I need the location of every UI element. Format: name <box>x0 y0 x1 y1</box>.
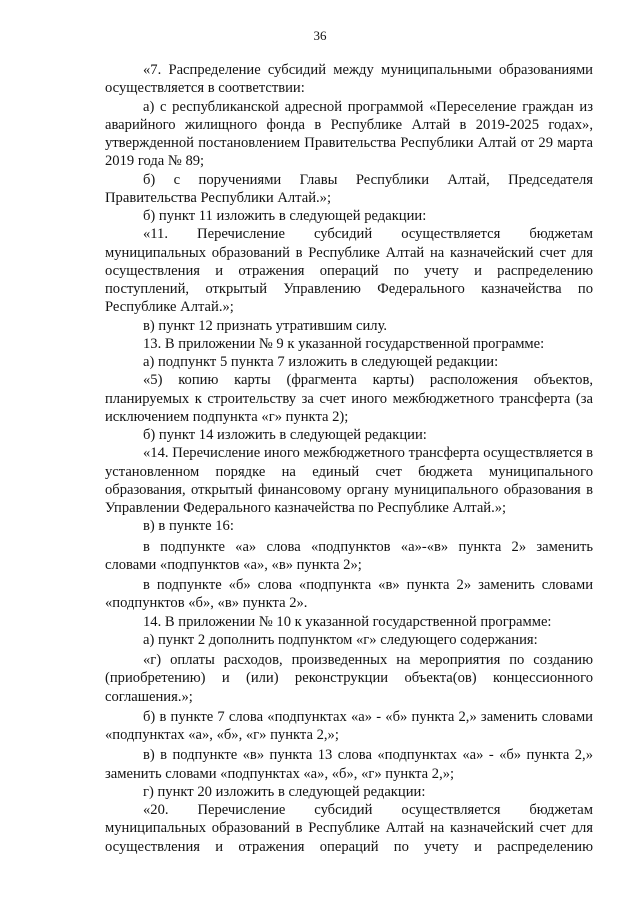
paragraph: «20. Перечисление субсидий осуществляется бюджетам муниципальных образований в Республике Алтай на казначейский счет для осуществления и отражения операций по учету и распределению <box>105 802 593 855</box>
paragraph: в) в пункте 16: <box>143 518 234 535</box>
document-body <box>105 61 593 856</box>
paragraph: а) пункт 2 дополнить подпунктом «г» следующего содержания: <box>143 631 538 648</box>
paragraph: «11. Перечисление субсидий осуществляется бюджетам муниципальных образований в Республике Алтай на казначейский счет для осуществления и отражения операций по учету и распределению поступлений, открытый Управлению Федерального казначейства по Республике Алтай.»; <box>105 226 593 316</box>
paragraph: «7. Распределение субсидий между муниципальными образованиями осуществляется в соответствии: <box>105 62 593 97</box>
paragraph: «г) оплаты расходов, произведенных на мероприятия по созданию (приобретению) и (или) реконструкции объекта(ов) концессионного соглашения.»; <box>105 652 593 705</box>
paragraph: «14. Перечисление иного межбюджетного трансферта осуществляется в установленном порядке на единый счет бюджета муниципального образования, открытый финансовому органу муниципального образования в Управлении Федерального казначейства по Республике Алтай.»; <box>105 445 593 516</box>
paragraph: б) пункт 14 изложить в следующей редакции: <box>143 427 427 443</box>
page-number: 36 <box>313 28 327 43</box>
paragraph: в) пункт 12 признать утратившим силу. <box>143 317 388 334</box>
paragraph: б) в пункте 7 слова «подпунктах «а» - «б» пункта 2,» заменить словами «подпунктах «а», «б», «г» пункта 2,»; <box>105 708 593 743</box>
paragraph: 13. В приложении № 9 к указанной государственной программе: <box>143 335 545 352</box>
paragraph: б) пункт 11 изложить в следующей редакции: <box>143 208 427 224</box>
paragraph: в подпункте «а» слова «подпунктов «а»-«в» пункта 2» заменить словами «подпунктов «а», «в» пункта 2»; <box>105 538 593 573</box>
paragraph: а) с республиканской адресной программой «Переселение граждан из аварийного жилищного фонда в Республике Алтай в 2019-2025 годах», утвержденной постановлением Правительства Республики Алтай от 29 марта 2019 года № 89; <box>105 98 593 170</box>
paragraph: б) с поручениями Главы Республики Алтай, Председателя Правительства Республики Алтай.»; <box>105 171 593 206</box>
paragraph: «5) копию карты (фрагмента карты) расположения объектов, планируемых к строительству за счет иного межбюджетного трансферта (за исключением подпункта «г» пункта 2); <box>105 372 593 425</box>
paragraph: в подпункте «б» слова «подпункта «в» пункта 2» заменить словами «подпунктов «б», «в» пункта 2». <box>105 577 593 612</box>
paragraph: в) в подпункте «в» пункта 13 слова «подпунктах «а» - «б» пункта 2,» заменить словами «подпунктах «а», «б», «г» пункта 2,»; <box>105 747 593 782</box>
paragraph: 14. В приложении № 10 к указанной государственной программе: <box>143 613 552 630</box>
paragraph: а) подпункт 5 пункта 7 изложить в следующей редакции: <box>143 354 499 370</box>
paragraph: г) пункт 20 изложить в следующей редакции: <box>143 783 426 800</box>
